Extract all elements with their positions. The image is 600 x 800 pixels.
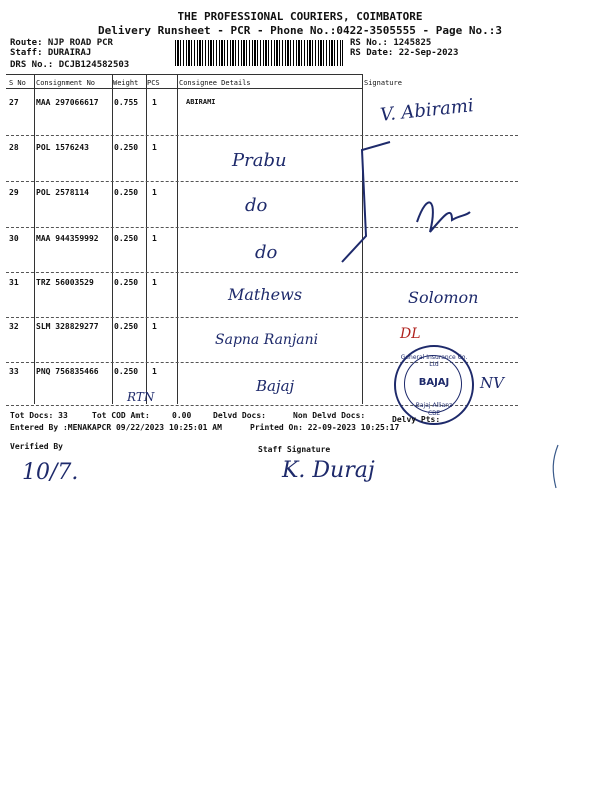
entered-by: Entered By :MENAKAPCR 09/22/2023 10:25:01 AM xyxy=(10,423,222,432)
weight: 0.250 xyxy=(114,367,139,376)
delivered-docs-label: Delvd Docs: xyxy=(213,411,266,420)
pcs: 1 xyxy=(152,143,157,152)
handwritten-consignee: Mathews xyxy=(228,285,303,304)
weight: 0.755 xyxy=(114,98,139,107)
stamp-bottom-text: Bajaj Allianz xyxy=(415,402,453,409)
staff-signature-label: Staff Signature xyxy=(258,445,331,454)
handwritten-signature: NV xyxy=(480,374,504,392)
header-consignment: Consignment No xyxy=(36,79,96,87)
total-docs: Tot Docs: 33 xyxy=(10,411,68,420)
handwritten-ditto: do xyxy=(245,195,268,216)
stamp-city-text: CBE xyxy=(427,410,441,417)
stamp-top-text: General Insurance Co. Ltd xyxy=(400,354,468,368)
handwritten-consignee: Bajaj xyxy=(256,377,295,395)
total-cod-value: 0.00 xyxy=(172,411,192,420)
stamp-center-text: BAJAJ xyxy=(418,377,450,388)
company-stamp xyxy=(394,345,474,425)
consignment-no: TRZ 56003529 xyxy=(36,278,94,287)
verified-by-signature: 10/7. xyxy=(22,460,79,485)
consignment-no: PNQ 756835466 xyxy=(36,367,99,376)
total-cod-label: Tot COD Amt: xyxy=(92,411,150,420)
consignment-no: MAA 944359992 xyxy=(36,234,99,243)
consignment-no: MAA 297066617 xyxy=(36,98,99,107)
printed-on: Printed On: 22-09-2023 10:25:17 xyxy=(250,423,400,432)
pcs: 1 xyxy=(152,367,157,376)
row-sno: 32 xyxy=(9,322,19,331)
pcs: 1 xyxy=(152,234,157,243)
handwritten-signature: V. Abirami xyxy=(379,95,475,126)
weight: 0.250 xyxy=(114,234,139,243)
pcs: 1 xyxy=(152,322,157,331)
row-sno: 29 xyxy=(9,188,19,197)
header-consignee: Consignee Details xyxy=(179,79,251,87)
handwritten-ditto: do xyxy=(255,242,278,263)
page-edge-mark xyxy=(553,445,558,488)
rs-date: RS Date: 22-Sep-2023 xyxy=(350,48,459,58)
pcs: 1 xyxy=(152,98,157,107)
row-sno: 31 xyxy=(9,278,19,287)
check-mark-icon xyxy=(342,142,390,262)
handwritten-signature: Solomon xyxy=(408,288,479,307)
consignee-name: ABIRAMI xyxy=(186,98,216,106)
rs-number: RS No.: 1245825 xyxy=(350,38,432,48)
header-weight: Weight xyxy=(113,79,139,87)
handwritten-rtn: RTN xyxy=(127,390,155,404)
weight: 0.250 xyxy=(114,322,139,331)
pcs: 1 xyxy=(152,188,157,197)
route: Route: NJP ROAD PCR xyxy=(10,38,113,48)
staff-signature: K. Duraj xyxy=(282,458,375,483)
drs-number: DRS No.: DCJB124582503 xyxy=(10,60,130,70)
row-sno: 33 xyxy=(9,367,19,376)
weight: 0.250 xyxy=(114,278,139,287)
handwritten-signature: DL xyxy=(400,326,421,342)
runsheet-title: Delivery Runsheet - PCR - Phone No.:0422-3505555 - Page No.:3 xyxy=(98,24,502,37)
non-delivered-docs-label: Non Delvd Docs: xyxy=(293,411,366,420)
verified-by-label: Verified By xyxy=(10,442,63,451)
row-sno: 30 xyxy=(9,234,19,243)
handwritten-consignee: Sapna Ranjani xyxy=(215,332,319,348)
staff: Staff: DURAIRAJ xyxy=(10,48,92,58)
weight: 0.250 xyxy=(114,188,139,197)
pcs: 1 xyxy=(152,278,157,287)
consignment-no: SLM 328829277 xyxy=(36,322,99,331)
header-sno: S No xyxy=(9,79,26,87)
row-sno: 27 xyxy=(9,98,19,107)
signature-scribble xyxy=(417,202,470,232)
company-name: THE PROFESSIONAL COURIERS, COIMBATORE xyxy=(177,10,423,23)
consignment-no: POL 2578114 xyxy=(36,188,89,197)
weight: 0.250 xyxy=(114,143,139,152)
consignment-no: POL 1576243 xyxy=(36,143,89,152)
header-signature: Signature xyxy=(364,79,402,87)
row-sno: 28 xyxy=(9,143,19,152)
handwritten-consignee: Prabu xyxy=(232,150,287,171)
delivery-points-label: Delvy Pts: xyxy=(392,415,441,424)
header-pcs: PCS xyxy=(147,79,160,87)
